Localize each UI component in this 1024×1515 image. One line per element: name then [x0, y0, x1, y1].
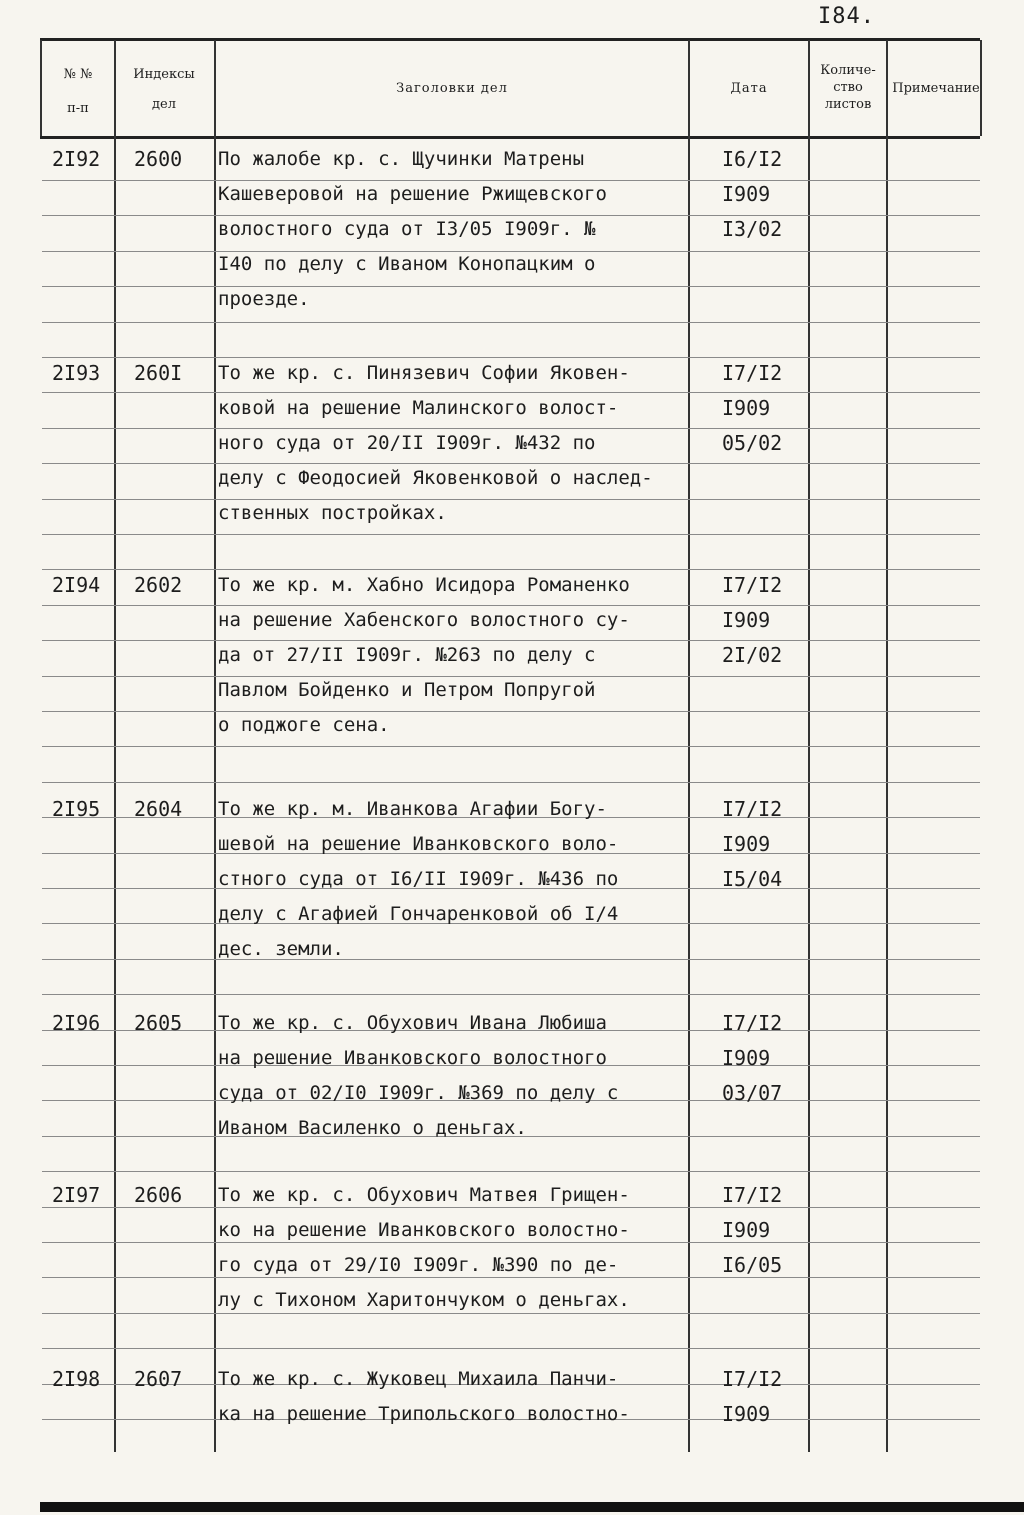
entry-title-line: ного суда от 20/II I909г. №432 по: [218, 432, 596, 454]
ruled-line: [42, 357, 980, 358]
ruled-line: [42, 1171, 980, 1172]
entry-title-line: Павлом Бойденко и Петром Попругой: [218, 679, 596, 701]
entry-title-line: стного суда от I6/II I909г. №436 по: [218, 868, 619, 890]
entry-title-line: То же кр. с. Обухович Матвея Грищен-: [218, 1184, 630, 1206]
entry-date: I909: [722, 1046, 771, 1070]
ruled-line: [42, 392, 980, 393]
entry-title-line: на решение Иванковского волостного: [218, 1047, 607, 1069]
entry-date: I909: [722, 832, 771, 856]
entry-number: 2I93: [52, 361, 101, 385]
entry-index: 2600: [134, 147, 183, 171]
entry-date: I909: [722, 1218, 771, 1242]
entry-index: 260I: [134, 361, 183, 385]
header-sheets-1: Количе-: [820, 63, 876, 78]
entry-title-line: То же кр. с. Пинязевич Софии Яковен-: [218, 362, 630, 384]
ruled-line: [42, 994, 980, 995]
header-num-sub: п-п: [67, 101, 89, 116]
entry-date: I909: [722, 608, 771, 632]
entry-title-line: Кашеверовой на решение Ржищевского: [218, 183, 607, 205]
table-top-rule: [40, 38, 980, 41]
entry-index: 2604: [134, 797, 183, 821]
header-date: Дата: [730, 81, 768, 96]
entry-title-line: го суда от 29/I0 I909г. №390 по де-: [218, 1254, 619, 1276]
ruled-line: [42, 605, 980, 606]
entry-date: I7/I2: [722, 797, 783, 821]
entry-number: 2I92: [52, 147, 101, 171]
entry-date: I7/I2: [722, 1183, 783, 1207]
entry-title-line: То же кр. с. Обухович Ивана Любиша: [218, 1012, 607, 1034]
entry-number: 2I94: [52, 573, 101, 597]
ruled-line: [42, 428, 980, 429]
header-index-sub: дел: [152, 97, 176, 112]
ruled-line: [42, 534, 980, 535]
ruled-line: [42, 711, 980, 712]
header-sheets-2: ство: [833, 80, 863, 95]
entry-title-line: То же кр. м. Иванкова Агафии Богу-: [218, 798, 607, 820]
entry-date: I6/I2: [722, 147, 783, 171]
ruled-line: [42, 286, 980, 287]
entry-index: 2606: [134, 1183, 183, 1207]
entry-number: 2I95: [52, 797, 101, 821]
entry-title-line: проезде.: [218, 288, 310, 310]
entry-number: 2I96: [52, 1011, 101, 1035]
page-number: I84.: [818, 4, 875, 29]
page-bottom-edge: [40, 1502, 1024, 1512]
entry-title-line: То же кр. м. Хабно Исидора Романенко: [218, 574, 630, 596]
entry-index: 2602: [134, 573, 183, 597]
entry-title-line: ственных постройках.: [218, 502, 447, 524]
entry-number: 2I97: [52, 1183, 101, 1207]
entry-date: 05/02: [722, 431, 783, 455]
ruled-line: [42, 1348, 980, 1349]
entry-title-line: делу с Агафией Гончаренковой об I/4: [218, 903, 619, 925]
entry-title-line: То же кр. с. Жуковец Михаила Панчи-: [218, 1368, 619, 1390]
entry-title-line: волостного суда от I3/05 I909г. №: [218, 218, 596, 240]
ruled-line: [42, 463, 980, 464]
header-note: Примечание: [892, 81, 980, 96]
column-rule: [40, 40, 42, 136]
ruled-line: [42, 499, 980, 500]
entry-title-line: Иваном Василенко о деньгах.: [218, 1117, 527, 1139]
entry-date: I909: [722, 182, 771, 206]
ruled-line: [42, 1313, 980, 1314]
entry-title-line: о поджоге сена.: [218, 714, 390, 736]
entry-date: I7/I2: [722, 1011, 783, 1035]
ruled-line: [42, 640, 980, 641]
entry-title-line: ко на решение Иванковского волостно-: [218, 1219, 630, 1241]
entry-date: I5/04: [722, 867, 783, 891]
entry-date: I7/I2: [722, 361, 783, 385]
entry-date: I909: [722, 396, 771, 420]
entry-title-line: ка на решение Трипольского волостно-: [218, 1403, 630, 1425]
header-sheets-3: листов: [824, 97, 872, 112]
entry-date: I6/05: [722, 1253, 783, 1277]
ruled-line: [42, 782, 980, 783]
ruled-line: [42, 746, 980, 747]
ruled-line: [42, 959, 980, 960]
ruled-line: [42, 322, 980, 323]
header-title: Заголовки дел: [396, 81, 508, 96]
entry-title-line: лу с Тихоном Харитончуком о деньгах.: [218, 1289, 630, 1311]
entry-index: 2605: [134, 1011, 183, 1035]
entry-date: 2I/02: [722, 643, 783, 667]
entry-title-line: дес. земли.: [218, 938, 344, 960]
entry-title-line: на решение Хабенского волостного су-: [218, 609, 630, 631]
entry-title-line: ковой на решение Малинского волост-: [218, 397, 619, 419]
entry-title-line: По жалобе кр. с. Щучинки Матрены: [218, 148, 585, 170]
entry-index: 2607: [134, 1367, 183, 1391]
entry-number: 2I98: [52, 1367, 101, 1391]
entry-date: I3/02: [722, 217, 783, 241]
entry-title-line: шевой на решение Иванковского воло-: [218, 833, 619, 855]
entry-date: I909: [722, 1402, 771, 1426]
column-rule: [980, 40, 982, 136]
header-num: № №: [63, 67, 93, 82]
entry-date: I7/I2: [722, 573, 783, 597]
entry-title-line: I40 по делу с Иваном Конопацким о: [218, 253, 596, 275]
entry-title-line: да от 27/II I909г. №263 по делу с: [218, 644, 596, 666]
entry-date: 03/07: [722, 1081, 783, 1105]
ruled-line: [42, 569, 980, 570]
entry-title-line: суда от 02/I0 I909г. №369 по делу с: [218, 1082, 619, 1104]
table-header-rule: [40, 136, 980, 139]
header-index: Индексы: [133, 67, 195, 82]
entry-date: I7/I2: [722, 1367, 783, 1391]
entry-title-line: делу с Феодосией Яковенковой о наслед-: [218, 467, 653, 489]
